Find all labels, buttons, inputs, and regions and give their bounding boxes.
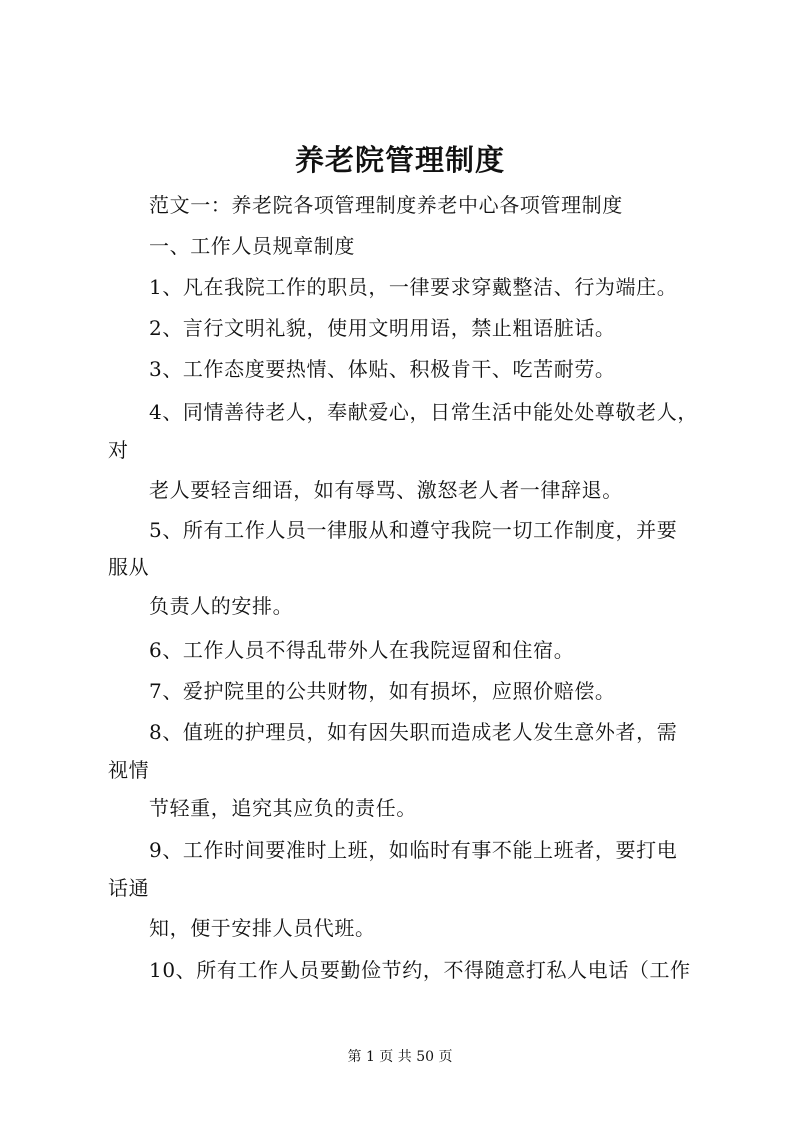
text-line: 5、所有工作人员一律服从和遵守我院一切工作制度，并要 xyxy=(149,518,678,542)
text-line: 节轻重，追究其应负的责任。 xyxy=(149,796,417,820)
text-line: 视情 xyxy=(108,758,150,782)
text-line: 服从 xyxy=(108,555,150,579)
document-title: 养老院管理制度 xyxy=(294,143,505,177)
text-line: 10、所有工作人员要勤俭节约，不得随意打私人电话（工作 xyxy=(149,958,691,982)
text-line: 7、爱护院里的公共财物，如有损坏，应照价赔偿。 xyxy=(149,679,616,703)
text-line: 话通 xyxy=(108,876,150,900)
text-line: 1、凡在我院工作的职员，一律要求穿戴整洁、行为端庄。 xyxy=(149,275,678,299)
text-line: 2、言行文明礼貌，使用文明用语，禁止粗语脏话。 xyxy=(149,316,616,340)
text-line: 知，便于安排人员代班。 xyxy=(149,916,376,940)
text-line: 4、同情善待老人，奉献爱心，日常生活中能处处尊敬老人， xyxy=(149,400,698,424)
text-line: 3、工作态度要热情、体贴、积极肯干、吃苦耐劳。 xyxy=(149,357,616,381)
text-line: 8、值班的护理员，如有因失职而造成老人发生意外者，需 xyxy=(149,720,678,744)
text-line: 负责人的安排。 xyxy=(149,594,294,618)
text-line: 范文一：养老院各项管理制度养老中心各项管理制度 xyxy=(149,193,623,217)
text-line: 对 xyxy=(108,438,129,462)
text-line: 6、工作人员不得乱带外人在我院逗留和住宿。 xyxy=(149,638,575,662)
text-line: 9、工作时间要准时上班，如临时有事不能上班者，要打电 xyxy=(149,838,678,862)
text-line: 老人要轻言细语，如有辱骂、激怒老人者一律辞退。 xyxy=(149,478,623,502)
page-number-footer: 第 1 页 共 50 页 xyxy=(347,1049,453,1065)
text-line: 一、工作人员规章制度 xyxy=(149,234,355,258)
